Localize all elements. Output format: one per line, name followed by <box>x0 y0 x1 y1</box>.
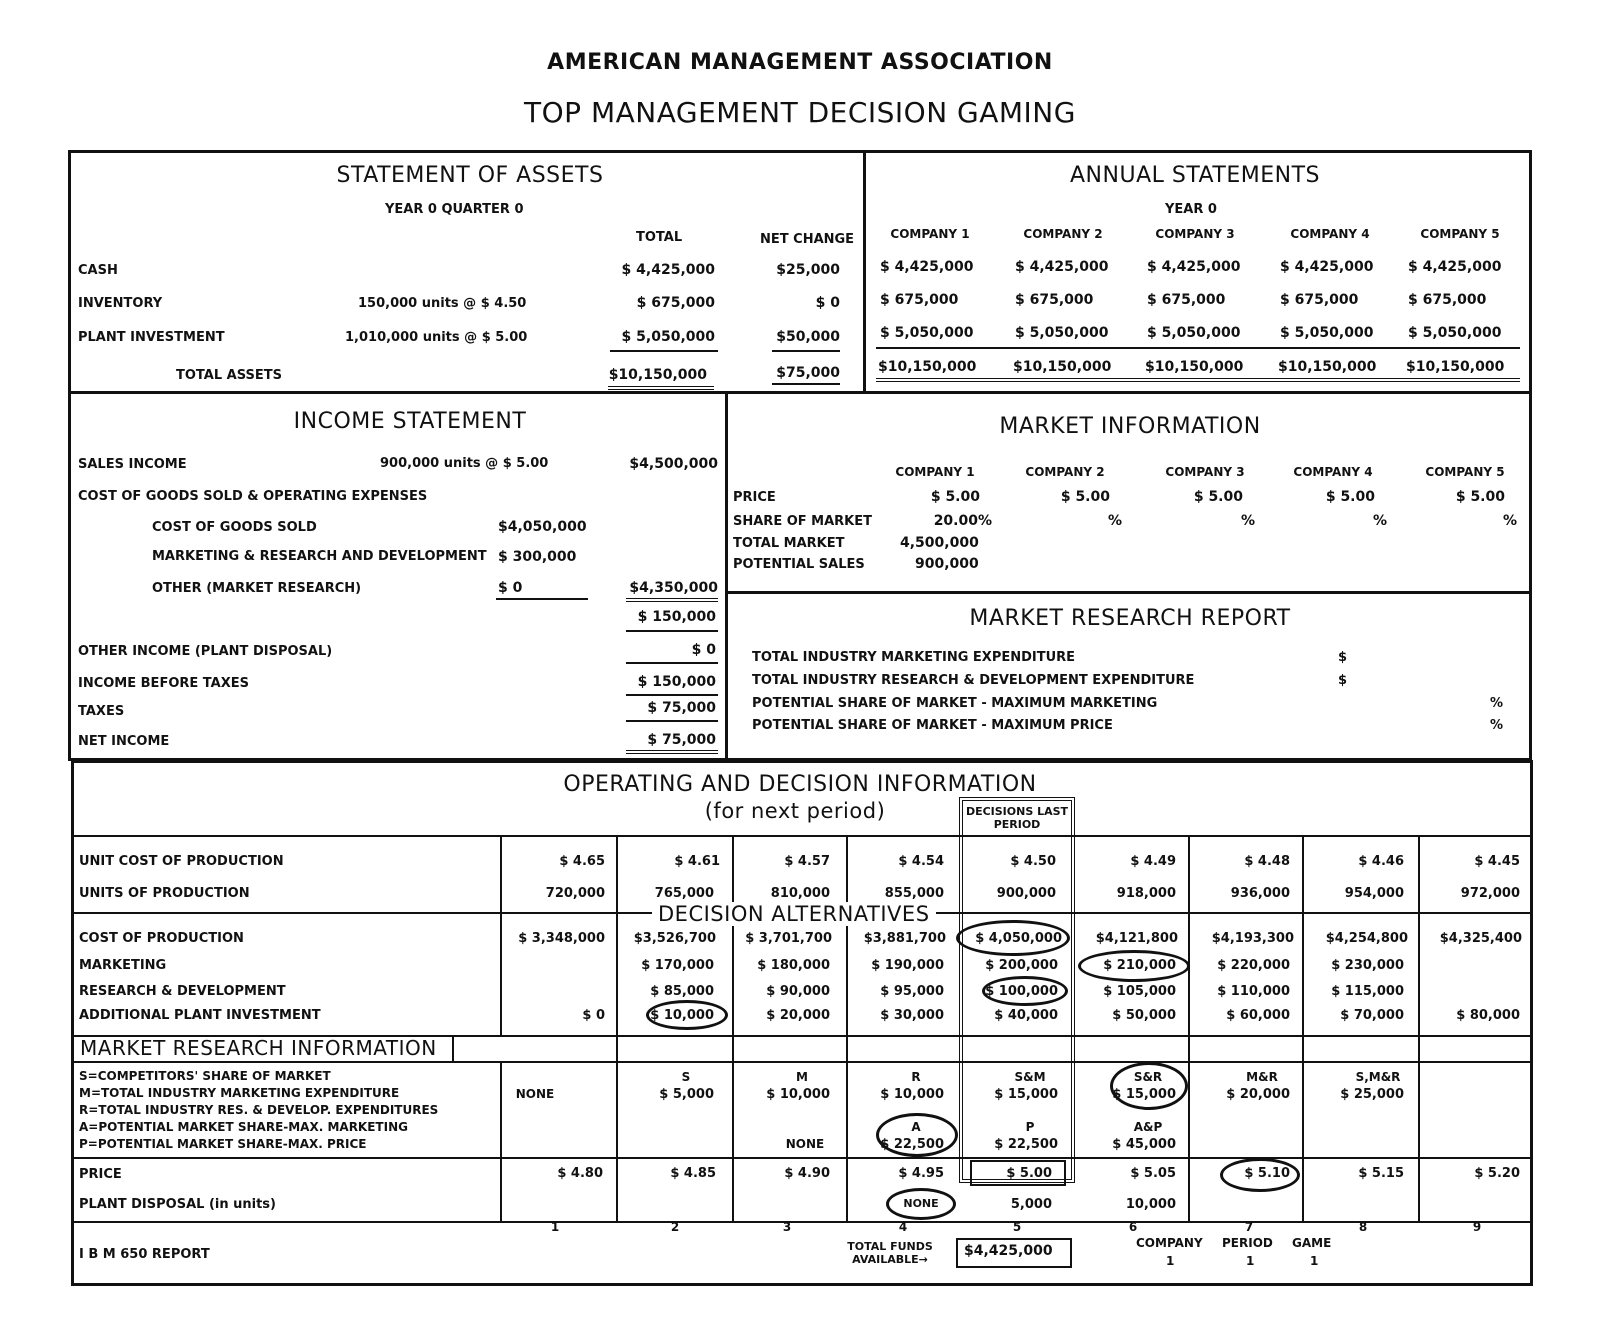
research-title: MARKET RESEARCH REPORT <box>969 606 1291 631</box>
org-name: AMERICAN MANAGEMENT ASSOCIATION <box>547 50 1053 75</box>
col-number-1: 1 <box>550 1220 560 1234</box>
mri-value1-1: NONE <box>515 1087 555 1101</box>
price-7: $ 5.10 <box>1244 1166 1290 1181</box>
total-change-rule <box>772 383 840 385</box>
research-unit-4: % <box>1490 718 1504 733</box>
net-rule <box>626 750 718 754</box>
mri-code2-6: A&P <box>1133 1120 1163 1134</box>
operating-subtitle: (for next period) <box>704 799 886 823</box>
annual-inv-4: $ 675,000 <box>1280 292 1359 308</box>
inventory-change: $ 0 <box>815 295 840 311</box>
plant-label: PLANT INVESTMENT <box>78 330 225 345</box>
price-5: $ 5.00 <box>1006 1166 1052 1181</box>
mri-code1-8: S,M&R <box>1355 1070 1401 1084</box>
rd-7: $ 110,000 <box>1217 984 1290 999</box>
mri-code1-7: M&R <box>1246 1070 1278 1084</box>
units-7: 936,000 <box>1230 886 1290 901</box>
mri-legend-r: R=TOTAL INDUSTRY RES. & DEVELOP. EXPENDITURES <box>79 1103 439 1117</box>
units-2: 765,000 <box>654 886 714 901</box>
circle-cost-5 <box>956 920 1070 956</box>
mri-code2-5: P <box>1025 1120 1035 1134</box>
rd-6: $ 105,000 <box>1103 984 1176 999</box>
market-share-2: % <box>1107 513 1122 529</box>
subtotal-value: $ 150,000 <box>637 609 716 625</box>
tax-value: $ 75,000 <box>647 700 716 716</box>
annual-cash-5: $ 4,425,000 <box>1408 259 1502 275</box>
page-title: TOP MANAGEMENT DECISION GAMING <box>524 96 1076 129</box>
plant-total: $ 5,050,000 <box>621 329 715 345</box>
assets-title: STATEMENT OF ASSETS <box>336 163 604 188</box>
mri-value1-6: $ 15,000 <box>1112 1087 1176 1102</box>
annual-total-5: $10,150,000 <box>1406 359 1505 375</box>
grid-col-1 <box>616 835 618 1221</box>
disposal-label: PLANT DISPOSAL (in units) <box>79 1197 276 1212</box>
unit-cost-1: $ 4.65 <box>559 854 605 869</box>
col-number-7: 7 <box>1244 1220 1254 1234</box>
subtotal-rule <box>626 630 718 632</box>
marketing-3: $ 180,000 <box>757 958 830 973</box>
other-rule <box>496 598 588 600</box>
mri-value2-4: $ 22,500 <box>880 1137 944 1152</box>
cost-6: $4,121,800 <box>1095 931 1178 946</box>
grid-price-top <box>71 1157 1533 1159</box>
price-last-period-box <box>970 1160 1066 1186</box>
annual-inv-5: $ 675,000 <box>1408 292 1487 308</box>
assets-subtotal-rule <box>610 350 718 352</box>
disposal-5: 5,000 <box>1010 1197 1052 1212</box>
mri-value1-5: $ 15,000 <box>994 1087 1058 1102</box>
company-value: 1 <box>1166 1254 1175 1268</box>
unit-cost-label: UNIT COST OF PRODUCTION <box>79 854 284 869</box>
unit-cost-6: $ 4.49 <box>1130 854 1176 869</box>
price-9: $ 5.20 <box>1474 1166 1520 1181</box>
mri-code1-3: M <box>796 1070 808 1084</box>
potential-sales-label: POTENTIAL SALES <box>733 557 865 572</box>
mri-value1-7: $ 20,000 <box>1226 1087 1290 1102</box>
cost-9: $4,325,400 <box>1439 931 1522 946</box>
disposal-6: 10,000 <box>1125 1197 1176 1212</box>
change-subtotal-rule <box>772 350 840 352</box>
market-title: MARKET INFORMATION <box>999 414 1261 439</box>
unit-cost-7: $ 4.48 <box>1244 854 1290 869</box>
inventory-total: $ 675,000 <box>636 295 715 311</box>
game-value: 1 <box>1310 1254 1319 1268</box>
circle-disposal-4 <box>886 1188 956 1220</box>
annual-total-1: $10,150,000 <box>878 359 977 375</box>
col-number-6: 6 <box>1128 1220 1138 1234</box>
ibt-label: INCOME BEFORE TAXES <box>78 676 249 691</box>
price-2: $ 4.85 <box>670 1166 716 1181</box>
circle-mri-4 <box>876 1113 958 1157</box>
grid-col-0 <box>500 835 502 1035</box>
annual-company-1: COMPANY 1 <box>890 227 970 241</box>
mri-code1-2: S <box>681 1070 691 1084</box>
units-6: 918,000 <box>1116 886 1176 901</box>
units-8: 954,000 <box>1344 886 1404 901</box>
mri-value1-2: $ 5,000 <box>659 1087 714 1102</box>
cogs-label: COST OF GOODS SOLD <box>152 520 317 535</box>
price-4: $ 4.95 <box>898 1166 944 1181</box>
annual-plant-2: $ 5,050,000 <box>1015 325 1109 341</box>
total-assets-value: $10,150,000 <box>608 367 707 383</box>
funds-label: TOTAL FUNDS AVAILABLE→ <box>847 1240 933 1266</box>
other-total: $4,350,000 <box>629 580 718 596</box>
unit-cost-9: $ 4.45 <box>1474 854 1520 869</box>
units-1: 720,000 <box>545 886 605 901</box>
marketing-7: $ 220,000 <box>1217 958 1290 973</box>
circle-marketing-6 <box>1078 950 1190 982</box>
col-number-5: 5 <box>1012 1220 1022 1234</box>
units-4: 855,000 <box>884 886 944 901</box>
total-assets-change: $75,000 <box>776 365 840 381</box>
cost-2: $3,526,700 <box>633 931 716 946</box>
price-6: $ 5.05 <box>1130 1166 1176 1181</box>
annual-plant-5: $ 5,050,000 <box>1408 325 1502 341</box>
market-company-1: COMPANY 1 <box>895 465 975 479</box>
total-assets-label: TOTAL ASSETS <box>176 368 282 383</box>
market-price-1: $ 5.00 <box>930 489 980 505</box>
unit-cost-2: $ 4.61 <box>674 854 720 869</box>
market-share-1: 20.00% <box>933 513 992 529</box>
grid-mri-bottom <box>71 1061 1533 1063</box>
col-number-9: 9 <box>1472 1220 1482 1234</box>
mri-legend-s: S=COMPETITORS' SHARE OF MARKET <box>79 1069 331 1083</box>
cost-1: $ 3,348,000 <box>518 931 605 946</box>
circle-price-7 <box>1220 1158 1300 1192</box>
other-label: OTHER (MARKET RESEARCH) <box>152 581 362 596</box>
plant-invest-8: $ 70,000 <box>1340 1008 1404 1023</box>
annual-inv-3: $ 675,000 <box>1147 292 1226 308</box>
research-unit-1: $ <box>1338 650 1348 665</box>
col-number-3: 3 <box>782 1220 792 1234</box>
assets-period: YEAR 0 QUARTER 0 <box>385 202 524 217</box>
grid-col-5 <box>1188 835 1190 1221</box>
operating-panel <box>71 760 1533 1286</box>
cogs-value: $4,050,000 <box>498 519 587 535</box>
period-label: PERIOD <box>1222 1236 1273 1250</box>
plant-invest-5: $ 40,000 <box>994 1008 1058 1023</box>
sales-label: SALES INCOME <box>78 457 187 472</box>
cost-3: $ 3,701,700 <box>745 931 832 946</box>
sales-value: $4,500,000 <box>629 456 718 472</box>
cash-label: CASH <box>78 263 118 278</box>
decisions-box-label: DECISIONS LAST PERIOD <box>965 805 1069 831</box>
col-number-8: 8 <box>1358 1220 1368 1234</box>
market-price-2: $ 5.00 <box>1060 489 1110 505</box>
research-unit-2: $ <box>1338 673 1348 688</box>
price-label: PRICE <box>79 1167 122 1182</box>
rd-2: $ 85,000 <box>650 984 714 999</box>
annual-plant-1: $ 5,050,000 <box>880 325 974 341</box>
market-price-3: $ 5.00 <box>1193 489 1243 505</box>
research-row-2: TOTAL INDUSTRY RESEARCH & DEVELOPMENT EXPENDITURE <box>752 673 1195 688</box>
price-3: $ 4.90 <box>784 1166 830 1181</box>
alternatives-label: DECISION ALTERNATIVES <box>652 902 936 926</box>
research-row-3: POTENTIAL SHARE OF MARKET - MAXIMUM MARKETING <box>752 696 1158 711</box>
plant-invest-7: $ 60,000 <box>1226 1008 1290 1023</box>
mri-value2-5: $ 22,500 <box>994 1137 1058 1152</box>
funds-value: $4,425,000 <box>964 1243 1053 1259</box>
ibt-rule <box>626 694 718 696</box>
mri-value1-8: $ 25,000 <box>1340 1087 1404 1102</box>
mri-code1-4: R <box>911 1070 921 1084</box>
annual-inv-2: $ 675,000 <box>1015 292 1094 308</box>
unit-cost-5: $ 4.50 <box>1010 854 1056 869</box>
market-company-3: COMPANY 3 <box>1165 465 1245 479</box>
total-market-value: 4,500,000 <box>900 535 979 551</box>
plant-invest-4: $ 30,000 <box>880 1008 944 1023</box>
grid-col-2 <box>732 835 734 1221</box>
rd-5: $ 100,000 <box>985 984 1058 999</box>
market-share-5: % <box>1502 513 1517 529</box>
annual-total-3: $10,150,000 <box>1145 359 1244 375</box>
potential-sales-value: 900,000 <box>915 556 979 572</box>
col-number-4: 4 <box>898 1220 908 1234</box>
units-3: 810,000 <box>770 886 830 901</box>
rd-label: RESEARCH & DEVELOPMENT <box>79 984 286 999</box>
inventory-detail: 150,000 units @ $ 4.50 <box>358 296 527 311</box>
other-total-rule <box>626 598 718 602</box>
annual-inv-1: $ 675,000 <box>880 292 959 308</box>
plant-invest-1: $ 0 <box>582 1008 605 1023</box>
plant-disposal-value: $ 0 <box>691 642 716 658</box>
income-title: INCOME STATEMENT <box>293 409 527 434</box>
ibm-report-label: I B M 650 REPORT <box>79 1247 210 1262</box>
game-label: GAME <box>1292 1236 1332 1250</box>
mri-legend-a: A=POTENTIAL MARKET SHARE-MAX. MARKETING <box>79 1120 408 1134</box>
mri-code2-4: A <box>911 1120 921 1134</box>
annual-plant-4: $ 5,050,000 <box>1280 325 1374 341</box>
grid-foot-top <box>71 1221 1533 1223</box>
grid-col-3 <box>846 835 848 1221</box>
cogs-header: COST OF GOODS SOLD & OPERATING EXPENSES <box>78 489 428 504</box>
grid-mri-divider <box>452 1035 454 1061</box>
annual-cash-1: $ 4,425,000 <box>880 259 974 275</box>
price-1: $ 4.80 <box>557 1166 603 1181</box>
plant-invest-3: $ 20,000 <box>766 1008 830 1023</box>
tax-rule <box>626 720 718 722</box>
inventory-label: INVENTORY <box>78 296 163 311</box>
mri-value1-3: $ 10,000 <box>766 1087 830 1102</box>
market-price-label: PRICE <box>733 490 776 505</box>
mri-value1-4: $ 10,000 <box>880 1087 944 1102</box>
mri-legend-m: M=TOTAL INDUSTRY MARKETING EXPENDITURE <box>79 1086 400 1100</box>
annual-cash-3: $ 4,425,000 <box>1147 259 1241 275</box>
mri-legend-p: P=POTENTIAL MARKET SHARE-MAX. PRICE <box>79 1137 367 1151</box>
annual-title: ANNUAL STATEMENTS <box>1070 163 1320 188</box>
assets-col-total: TOTAL <box>636 230 683 245</box>
col-number-2: 2 <box>670 1220 680 1234</box>
sales-detail: 900,000 units @ $ 5.00 <box>380 456 549 471</box>
cash-total: $ 4,425,000 <box>621 262 715 278</box>
cost-5: $ 4,050,000 <box>975 931 1062 946</box>
other-value: $ 0 <box>498 580 523 596</box>
mri-value2-3: NONE <box>785 1137 825 1151</box>
tax-label: TAXES <box>78 704 125 719</box>
price-8: $ 5.15 <box>1358 1166 1404 1181</box>
unit-cost-8: $ 4.46 <box>1358 854 1404 869</box>
research-unit-3: % <box>1490 696 1504 711</box>
net-value: $ 75,000 <box>647 732 716 748</box>
plant-invest-9: $ 80,000 <box>1456 1008 1520 1023</box>
unit-cost-3: $ 4.57 <box>784 854 830 869</box>
period-value: 1 <box>1246 1254 1255 1268</box>
plant-invest-6: $ 50,000 <box>1112 1008 1176 1023</box>
plant-disposal-rule <box>626 662 718 664</box>
market-company-2: COMPANY 2 <box>1025 465 1105 479</box>
annual-cash-2: $ 4,425,000 <box>1015 259 1109 275</box>
annual-subtotal-rule <box>876 347 1520 349</box>
annual-total-rule <box>876 378 1520 382</box>
plant-invest-2: $ 10,000 <box>650 1008 714 1023</box>
annual-total-2: $10,150,000 <box>1013 359 1112 375</box>
grid-mri-col <box>500 1061 502 1221</box>
market-share-3: % <box>1240 513 1255 529</box>
research-row-4: POTENTIAL SHARE OF MARKET - MAXIMUM PRICE <box>752 718 1113 733</box>
grid-col-6 <box>1302 835 1304 1221</box>
marketing-5: $ 200,000 <box>985 958 1058 973</box>
total-market-label: TOTAL MARKET <box>733 536 845 551</box>
plant-disposal-label: OTHER INCOME (PLANT DISPOSAL) <box>78 644 333 659</box>
rd-4: $ 95,000 <box>880 984 944 999</box>
annual-company-4: COMPANY 4 <box>1290 227 1370 241</box>
assets-col-change: NET CHANGE <box>760 232 855 247</box>
rd-3: $ 90,000 <box>766 984 830 999</box>
cash-change: $25,000 <box>776 262 840 278</box>
units-9: 972,000 <box>1460 886 1520 901</box>
cost-8: $4,254,800 <box>1325 931 1408 946</box>
mri-title: MARKET RESEARCH INFORMATION <box>80 1036 437 1060</box>
annual-plant-3: $ 5,050,000 <box>1147 325 1241 341</box>
annual-company-2: COMPANY 2 <box>1023 227 1103 241</box>
mri-value2-6: $ 45,000 <box>1112 1137 1176 1152</box>
circle-mri-6 <box>1110 1062 1188 1110</box>
market-price-4: $ 5.00 <box>1325 489 1375 505</box>
ibt-value: $ 150,000 <box>637 674 716 690</box>
company-label: COMPANY <box>1136 1236 1203 1250</box>
marketing-8: $ 230,000 <box>1331 958 1404 973</box>
annual-period: YEAR 0 <box>1165 202 1217 217</box>
cost-4: $3,881,700 <box>863 931 946 946</box>
grid-top <box>71 835 1533 837</box>
annual-cash-4: $ 4,425,000 <box>1280 259 1374 275</box>
plant-detail: 1,010,000 units @ $ 5.00 <box>345 330 528 345</box>
unit-cost-4: $ 4.54 <box>898 854 944 869</box>
net-label: NET INCOME <box>78 734 170 749</box>
market-company-5: COMPANY 5 <box>1425 465 1505 479</box>
circle-rd-5 <box>982 976 1068 1006</box>
mkt-label: MARKETING & RESEARCH AND DEVELOPMENT <box>152 549 487 564</box>
disposal-4: NONE <box>903 1197 939 1210</box>
annual-company-3: COMPANY 3 <box>1155 227 1235 241</box>
cost-7: $4,193,300 <box>1211 931 1294 946</box>
total-assets-rule <box>608 386 714 390</box>
operating-title: OPERATING AND DECISION INFORMATION <box>563 772 1037 797</box>
market-share-4: % <box>1372 513 1387 529</box>
annual-total-4: $10,150,000 <box>1278 359 1377 375</box>
marketing-2: $ 170,000 <box>641 958 714 973</box>
marketing-4: $ 190,000 <box>871 958 944 973</box>
market-share-label: SHARE OF MARKET <box>733 514 873 529</box>
plant-change: $50,000 <box>776 329 840 345</box>
units-5: 900,000 <box>996 886 1056 901</box>
market-price-5: $ 5.00 <box>1455 489 1505 505</box>
units-label: UNITS OF PRODUCTION <box>79 886 250 901</box>
annual-company-5: COMPANY 5 <box>1420 227 1500 241</box>
marketing-6: $ 210,000 <box>1103 958 1176 973</box>
market-company-4: COMPANY 4 <box>1293 465 1373 479</box>
research-row-1: TOTAL INDUSTRY MARKETING EXPENDITURE <box>752 650 1076 665</box>
circle-plant-2 <box>646 1000 728 1030</box>
plant-invest-label: ADDITIONAL PLANT INVESTMENT <box>79 1008 321 1023</box>
grid-col-7 <box>1418 835 1420 1221</box>
mri-code1-6: S&R <box>1133 1070 1163 1084</box>
marketing-label: MARKETING <box>79 958 167 973</box>
rd-8: $ 115,000 <box>1331 984 1404 999</box>
mri-code1-5: S&M <box>1014 1070 1046 1084</box>
cost-label: COST OF PRODUCTION <box>79 931 244 946</box>
mkt-value: $ 300,000 <box>498 549 577 565</box>
